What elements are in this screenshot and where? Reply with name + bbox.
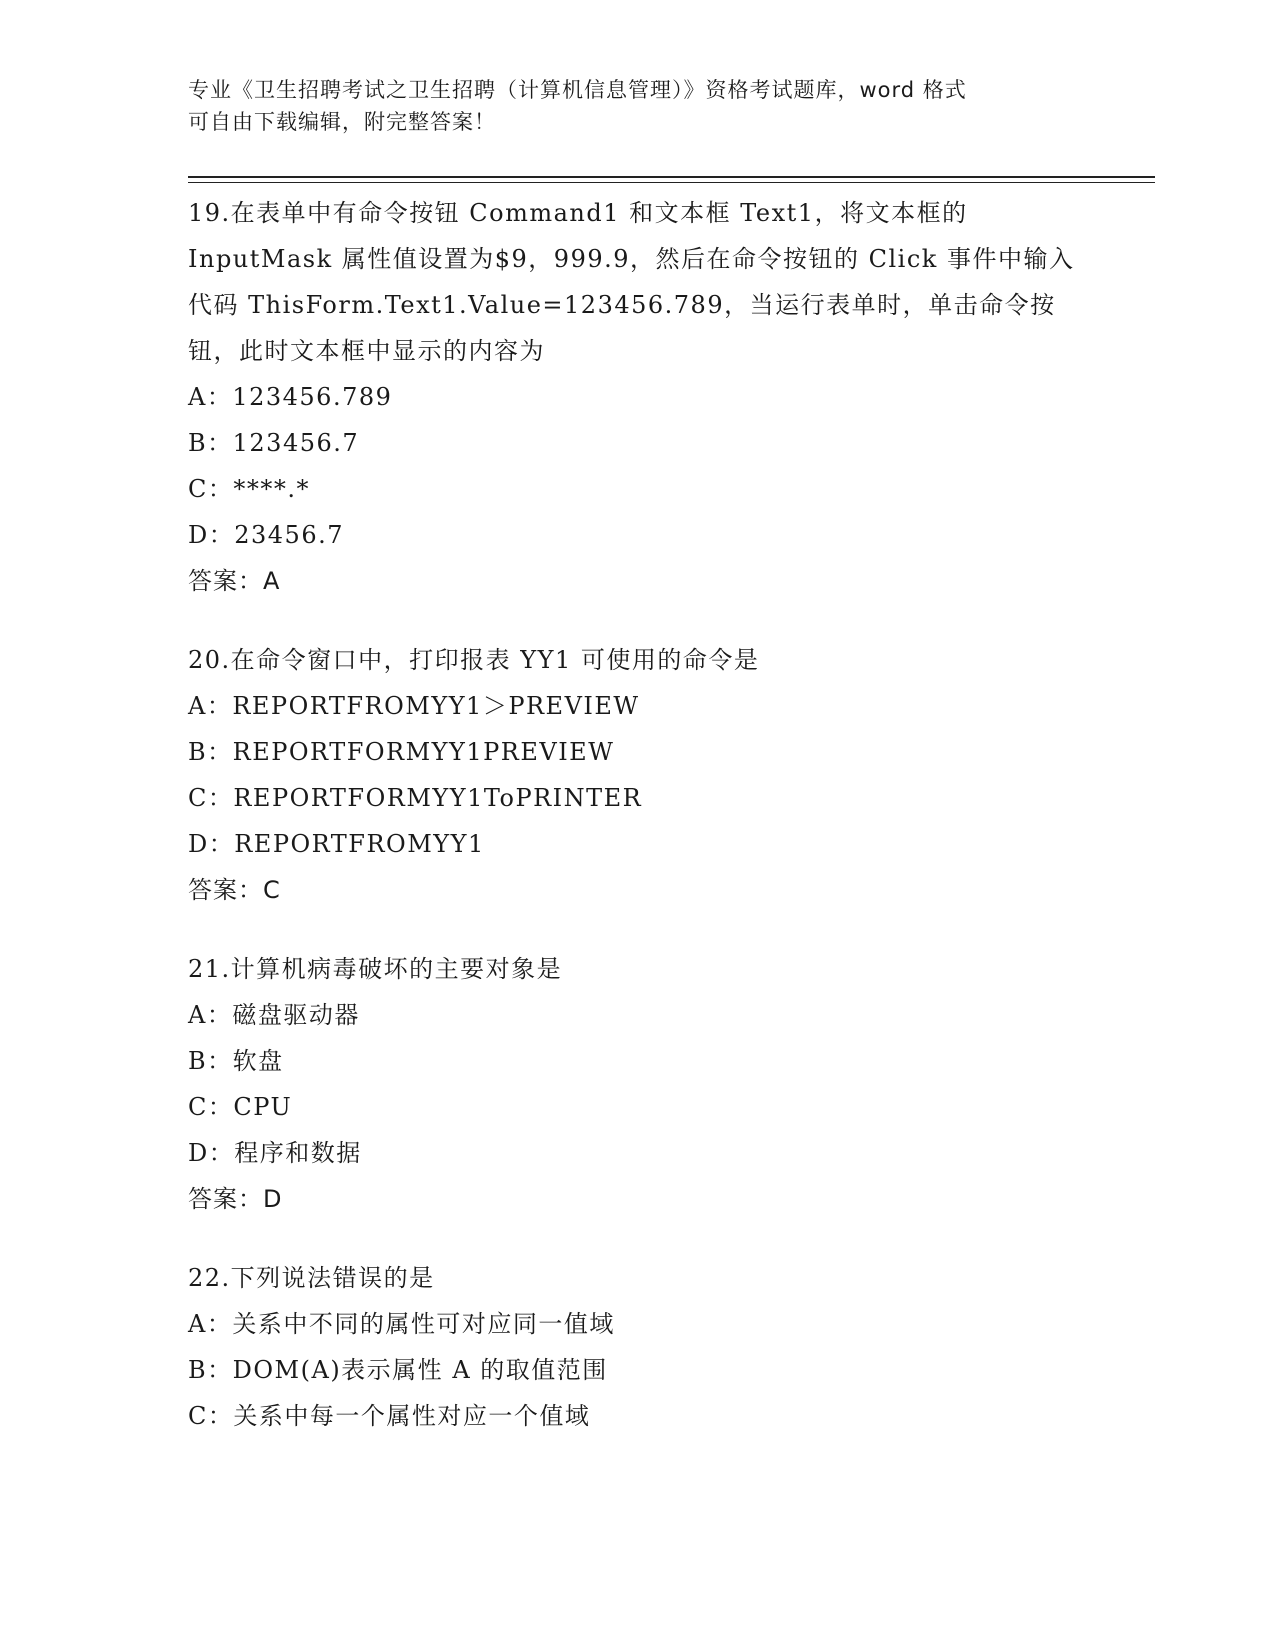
option-a: A：关系中不同的属性可对应同一值域 [188, 1310, 615, 1338]
option-b: B：123456.7 [188, 429, 360, 457]
header-line-2: 可自由下载编辑，附完整答案！ [188, 110, 496, 134]
header-divider-thin [188, 182, 1155, 183]
answer: 答案：A [188, 567, 281, 595]
option-c: C：****.* [188, 475, 310, 503]
answer: 答案：C [188, 876, 281, 904]
option-a: A：磁盘驱动器 [188, 1001, 360, 1029]
option-c: C：CPU [188, 1093, 293, 1121]
question-text: 22.下列说法错误的是 [188, 1264, 435, 1292]
option-b: B：DOM(A)表示属性 A 的取值范围 [188, 1356, 608, 1384]
option-c: C：REPORTFORMYY1ToPRINTER [188, 784, 643, 812]
header-divider-thick [188, 176, 1155, 178]
question-20 [188, 637, 1088, 913]
question-text: 19.在表单中有命令按钮 Command1 和文本框 Text1，将文本框的 InputMask 属性值设置为$9，999.9，然后在命令按钮的 Click 事件中输入代码 ThisForm.Text1.Value=123456.789，当运行表单时，单击命令按钮，此时文本框中显示的内容为 [188, 199, 1075, 365]
question-19 [188, 190, 1088, 604]
question-21 [188, 946, 1088, 1222]
question-text: 21.计算机病毒破坏的主要对象是 [188, 955, 563, 983]
document-header [188, 74, 1068, 138]
answer: 答案：D [188, 1185, 283, 1213]
option-d: D：REPORTFROMYY1 [188, 830, 485, 858]
option-b: B：软盘 [188, 1047, 284, 1075]
option-a: A：123456.789 [188, 383, 393, 411]
option-d: D：23456.7 [188, 521, 344, 549]
question-text: 20.在命令窗口中，打印报表 YY1 可使用的命令是 [188, 646, 760, 674]
option-d: D：程序和数据 [188, 1139, 362, 1167]
option-c: C：关系中每一个属性对应一个值域 [188, 1402, 591, 1430]
header-line-1: 专业《卫生招聘考试之卫生招聘（计算机信息管理）》资格考试题库，word 格式 [188, 78, 967, 102]
option-a: A：REPORTFROMYY1＞PREVIEW [188, 692, 640, 720]
option-b: B：REPORTFORMYY1PREVIEW [188, 738, 615, 766]
question-list [188, 190, 1088, 1472]
question-22 [188, 1255, 1088, 1439]
